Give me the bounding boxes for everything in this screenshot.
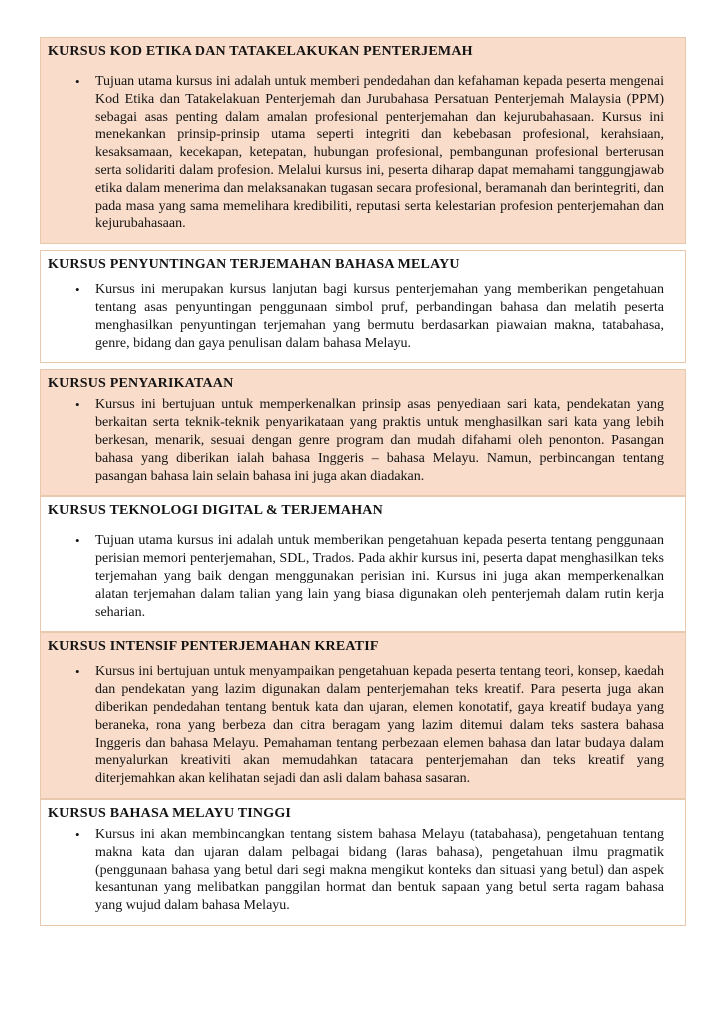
course-section — [40, 369, 686, 496]
bullet-icon: • — [75, 664, 80, 680]
bullet-icon: • — [75, 74, 80, 89]
section-body: Kursus ini bertujuan untuk menyampaikan pengetahuan kepada peserta tentang teori, konsep, kaedah dan pendekatan yang lazim digunakan dalam penterjemahan teks kreatif. Para peserta juga akan diberikan pendedahan tentang bentuk kata dan ujaran, elemen konotatif, gaya kreatif budaya yang beraneka, rona yang berbeza dan citra beragam yang lazim ditemui dalam teks sastera bahasa Inggeris dan bahasa Melayu. Pemahaman tentang perbezaan elemen bahasa dan latar budaya dalam menyalurkan kreativiti akan memudahkan tatacara penterjemahan dan teks kreatif yang diterjemahkan akan kelihatan sejadi dan asli dalam bahasa sasaran. — [95, 664, 664, 787]
bullet-icon: • — [75, 282, 80, 298]
bullet-item — [48, 532, 677, 621]
section-body: Kursus ini merupakan kursus lanjutan bagi kursus penterjemahan yang memberikan pengetahuan tentang asas penyuntingan penggunaan simbol pruf, perbandingan bahasa dan melatih peserta menghasilkan penyuntingan terjemahan yang bermutu berdasarkan piawaian makna, tatabahasa, genre, bidang dan gaya penulisan dalam bahasa Melayu. — [95, 282, 664, 351]
section-body: Kursus ini bertujuan untuk memperkenalkan prinsip asas penyediaan sari kata, pendekatan yang berkaitan serta teknik-teknik penyarikataan yang praktis untuk menghasilkan sari kata yang lebih berkesan, menarik, sesuai dengan genre program dan mudah difahami oleh penonton. Pasangan bahasa yang diberikan ialah bahasa Inggeris – bahasa Melayu. Namun, perbincangan tentang pasangan bahasa lain selain bahasa ini juga akan diadakan. — [95, 397, 664, 484]
course-section — [40, 250, 686, 363]
section-body: Tujuan utama kursus ini adalah untuk memberikan pengetahuan kepada peserta tentang penggunaan perisian memori penterjemahan, SDL, Trados. Pada akhir kursus ini, peserta dapat menghasilkan teks terjemahan yang baik dengan menggunakan perisian ini. Kursus ini juga akan memperkenalkan alatan terjemahan dalam talian yang lain yang biasa digunakan oleh penterjemah dalam rutin kerja seharian. — [95, 533, 664, 620]
bullet-item — [48, 826, 677, 915]
course-section — [40, 799, 686, 926]
section-body: Tujuan utama kursus ini adalah untuk memberi pendedahan dan kefahaman kepada peserta mengenai Kod Etika dan Tatakelakuan Penterjemah dan Jurubahasa Persatuan Penterjemah Malaysia (PPM) sebagai asas penting dalam amalan profesional penterjemahan dan kejurubahasaan. Kursus ini menekankan prinsip-prinsip utama seperti integriti dan kebebasan profesional, kerahsiaan, kesaksamaan, kecekapan, ketepatan, hubungan profesional, pembangunan profesional berterusan serta solidariti dalam profesion. Melalui kursus ini, peserta diharap dapat memahami tanggungjawab etika dalam menerima dan melaksanakan tugasan secara profesional, beramanah dan berintegriti, dan pada masa yang sama memelihara kredibiliti, reputasi serta kelestarian profesion penterjemahan dan kejurubahasaan. — [95, 74, 664, 232]
bullet-item — [48, 73, 677, 233]
section-title: KURSUS PENYUNTINGAN TERJEMAHAN BAHASA MELAYU — [48, 257, 460, 273]
section-title: KURSUS TEKNOLOGI DIGITAL & TERJEMAHAN — [48, 503, 383, 519]
bullet-icon: • — [75, 397, 80, 413]
section-title: KURSUS KOD ETIKA DAN TATAKELAKUKAN PENTERJEMAH — [48, 44, 473, 59]
bullet-icon: • — [75, 826, 80, 842]
course-section — [40, 37, 686, 244]
bullet-icon: • — [75, 533, 80, 549]
course-section — [40, 496, 686, 632]
section-title: KURSUS PENYARIKATAAN — [48, 376, 234, 392]
course-list-document — [40, 37, 686, 926]
section-body: Kursus ini akan membincangkan tentang sistem bahasa Melayu (tatabahasa), pengetahuan tentang makna kata dan ujaran dalam pelbagai bidang (laras bahasa), pengetahuan ilmu pragmatik (penggunaan bahasa yang betul dari segi makna mengikut konteks dan situasi yang betul) dan aspek kesantunan yang melibatkan panggilan hormat dan bentuk sapaan yang betul serta ragam bahasa yang wujud dalam bahasa Melayu. — [95, 826, 664, 914]
bullet-item — [48, 396, 677, 485]
bullet-item — [48, 663, 677, 788]
course-section — [40, 632, 686, 799]
section-title: KURSUS INTENSIF PENTERJEMAHAN KREATIF — [48, 639, 379, 655]
bullet-item — [48, 281, 677, 352]
section-title: KURSUS BAHASA MELAYU TINGGI — [48, 805, 292, 821]
